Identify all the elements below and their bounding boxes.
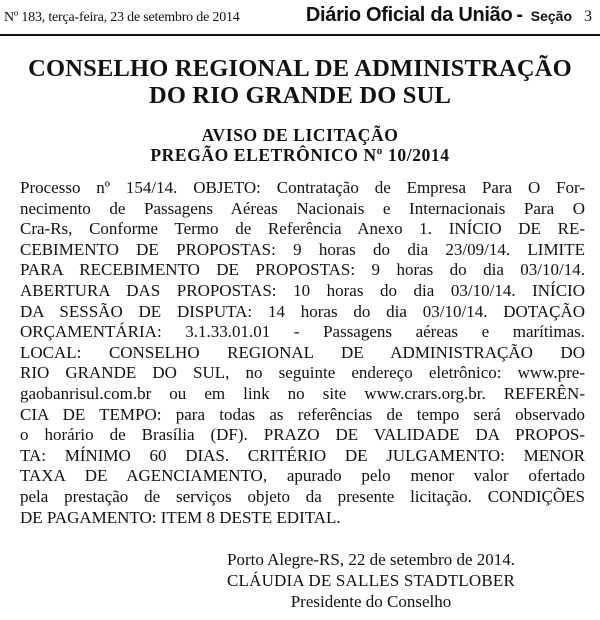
issue-info: Nº 183, terça-feira, 23 de setembro de 2014 <box>4 10 240 25</box>
page-number: 3 <box>584 8 592 25</box>
header-rule <box>0 34 600 36</box>
notice-subtitle: PREGÃO ELETRÔNICO Nº 10/2014 <box>150 145 450 165</box>
body-line: necimento de Passagens Aéreas Nacionais e Internacionais Para O <box>20 198 585 218</box>
body-line: TA: MÍNIMO 60 DIAS. CRITÉRIO DE JULGAMENTO: MENOR <box>20 445 585 465</box>
body-line: gaobanrisul.com.br ou em link no site www.crars.org.br. REFERÊN- <box>20 383 585 403</box>
body-line: DA SESSÃO DE DISPUTA: 14 horas do dia 03/10/14. DOTAÇÃO <box>20 301 585 321</box>
masthead-separator: - <box>516 4 523 26</box>
organization-name-line-1: CONSELHO REGIONAL DE ADMINISTRAÇÃO <box>28 55 572 82</box>
body-line: DE PAGAMENTO: ITEM 8 DESTE EDITAL. <box>20 507 341 527</box>
publication-masthead <box>306 4 592 27</box>
body-line: ORÇAMENTÁRIA: 3.1.33.01.01 - Passagens aéreas e marítimas. <box>20 322 585 342</box>
publication-title: Diário Oficial da União <box>305 4 513 26</box>
body-line: TAXA DE AGENCIAMENTO, apurado pelo menor valor ofertado <box>20 466 585 486</box>
notice-title: AVISO DE LICITAÇÃO <box>201 125 399 145</box>
body-line: LOCAL: CONSELHO REGIONAL DE ADMINISTRAÇÃO DO <box>20 342 585 362</box>
body-line: Processo nº 154/14. OBJETO: Contratação de Empresa Para O For- <box>20 178 585 197</box>
body-line: RIO GRANDE DO SUL, no seguinte endereço eletrônico: www.pre- <box>20 363 585 383</box>
body-line: CIA DE TEMPO: para todas as referências de tempo será observado <box>20 404 585 424</box>
signatory-name: CLÁUDIA DE SALLES STADTLOBER <box>226 571 516 590</box>
notice-body <box>20 178 585 528</box>
body-line: pela prestação de serviços objeto da presente licitação. CONDIÇÕES <box>20 486 585 506</box>
body-line: o horário de Brasília (DF). PRAZO DE VALIDADE DA PROPOS- <box>20 425 585 445</box>
signature-place-date: Porto Alegre-RS, 22 de setembro de 2014. <box>226 550 515 569</box>
body-line: CEBIMENTO DE PROPOSTAS: 9 horas do dia 23/09/14. LIMITE <box>20 239 585 259</box>
section-label: Seção <box>530 8 572 24</box>
body-line: ABERTURA DAS PROPOSTAS: 10 horas do dia 03/10/14. INÍCIO <box>20 280 585 300</box>
signatory-role: Presidente do Conselho <box>290 592 452 611</box>
body-line: PARA RECEBIMENTO DE PROPOSTAS: 9 horas do dia 03/10/14. <box>20 260 585 280</box>
body-line: Cra-Rs, Conforme Termo de Referência Anexo 1. INÍCIO DE RE- <box>20 219 585 239</box>
organization-name-line-2: DO RIO GRANDE DO SUL <box>148 82 452 109</box>
